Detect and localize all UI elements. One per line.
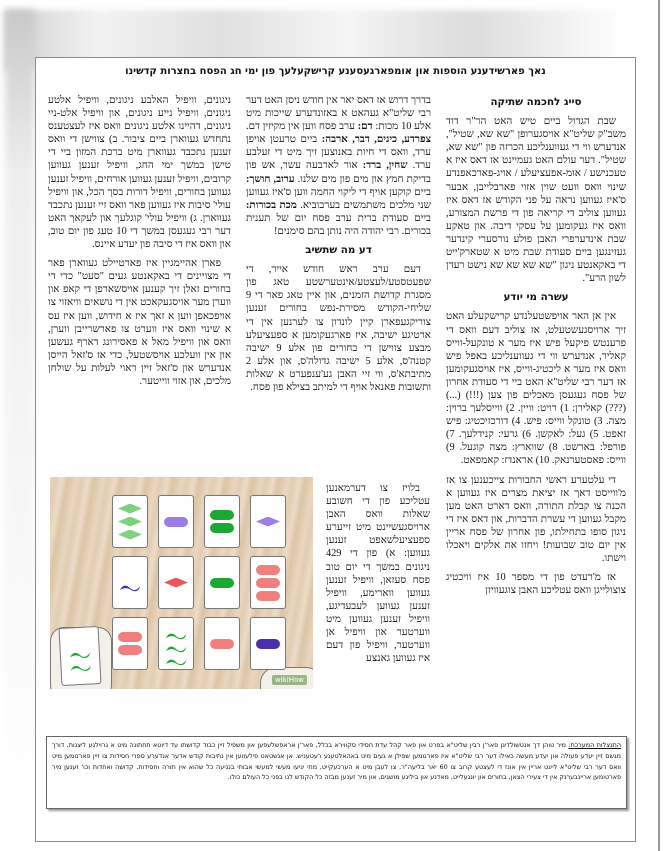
oval-shape	[210, 639, 234, 649]
bold-term: מכת בכורות:	[246, 199, 297, 211]
bold-term: צפרדע, כינים, דבר, ארבה:	[321, 134, 431, 146]
paragraph: שבת הגדול ביים טיש האט הר"ר דוד משב"ק שליט"א אויסגערופן "שא שא, שטיל", אנדערש ווי די געווענליכע הכרזה פון "שא שא, שטיל". דער עולם האט געמיינט אז דאס איז א טעכנישע / אומ-אפעציעלע / אויג-פארכאפנדע שינוי וואס וועט שוין אזוי פארבלייבן, אבער ס'איז געווען נראה על פני הקודש אז דאס איז געווען צוליב די קריאה פון די פרשת המצורע, וואס איז געקומען על עסקי דיבה. און טאקע שבת אינדערפרי האבן פולע נורסערי קינדער געזינגען ביים סעודת שבת מיט א שטארק'ייט די באקאנטע ניגון "שא שא שא שא נישט רעדן לשון הרע".	[446, 116, 626, 285]
oval-shape	[164, 517, 188, 527]
set-card	[250, 495, 286, 548]
set-card	[204, 617, 240, 670]
diamond-shape	[118, 504, 142, 514]
bold-term: ערוב, חושך:	[246, 173, 295, 185]
squiggle-shape	[68, 657, 92, 668]
viewer-edge	[658, 0, 660, 851]
text: אור לארבעה עשר, אש פון בדיקת חמץ און מים פון מים שלנו.	[246, 160, 431, 185]
diamond-shape	[118, 530, 142, 540]
paragraph: ניגונים, וויפיל האלבע ניגונים, וויפיל אלטע ניגונים, וויפיל נייע ניגונים, און וויפיל אלט-ניי ניגונים, דהיינו אלטע ניגונים וואס איז לעצטענס נתחדש געווארן ביים ציבור. ב) צווישן די וואס זענען נתכבד געווארן מיט ברכת המזון ביי די טישן במשך ימי החג, וויפיל זענען געווען קרובים, וויפיל זענען געווען אורחים, וויפיל זענען געווען בחורים, וויפיל דורות בסך הכל, און וויפיל עולי' סיבות איז געווען פאר וואס זיי זענען נתכבד געווארן. ג) וויפיל עולי' קוגלעך און לעקאך האט דער רבי געגעסן במשך די 10 טעג פון יום טוב, און וואס איז די סיבה פון יעדע איינס.	[48, 95, 231, 251]
section-heading-asara: עשרה מי יודע	[503, 291, 569, 304]
paragraph: בלויז צו דערמאנען עטליכע פון די חשובע שאלות וואס האבן ארויסגעשיינט מיט זייערע ספעציעלשאפט זענען געווען: א) פון די 429 ניגונים במשך די יום טוב פסח סעזאן, וויפיל זענען געווען ווארימע, וויפיל זענען געווען לעבעדיגע, וויפיל זענען געווען מיט ווערטער און וויפיל אן ווערטער, וויפיל פון דעם איז געווען גאנצע	[326, 483, 430, 665]
set-card	[158, 495, 194, 548]
set-card	[204, 556, 240, 609]
bold-term: שחין, ברד:	[362, 160, 408, 172]
set-card	[250, 617, 286, 670]
set-card	[250, 556, 286, 609]
diamond-shape	[164, 578, 188, 588]
section-heading-da-ma: דע מה שתשיב	[305, 244, 372, 257]
set-card	[112, 495, 148, 548]
diamond-shape	[256, 517, 280, 527]
middle-column	[246, 94, 431, 400]
text: ביים סעודת ברית ערב פסח יום של תענית בכורים. רבי יהודה היה נותן בהם סימנים!	[246, 212, 431, 237]
set-card	[158, 617, 194, 670]
diamond-shape	[118, 517, 142, 527]
oval-shape	[210, 523, 234, 533]
text: ערב פסח ווען אין מקיזין דם.	[246, 121, 358, 133]
squiggle-shape	[164, 652, 188, 662]
oval-shape	[118, 645, 142, 655]
oval-shape	[210, 510, 234, 520]
left-column	[48, 94, 231, 394]
section-heading-siyag: סייג לחכמה שתיקה	[490, 96, 582, 108]
set-card	[158, 556, 194, 609]
held-set-card	[59, 626, 102, 686]
text: ביים קוקען אויף די ליקוי החמה ווען ס'איז געווען שני מלכים משתמשים בערבוביא.	[246, 186, 431, 211]
squiggle-shape	[118, 578, 142, 588]
document-page	[35, 57, 636, 842]
oval-shape	[256, 591, 280, 601]
right-column	[446, 94, 626, 603]
set-cards-photo	[50, 477, 313, 689]
notes-label: התנצלות המערכת:	[568, 741, 621, 749]
paragraph: די עלטערע ראשי החבורות צייכענען צו אז מ'ווייסט דאך אז יציאת מצרים איז געווען א הכנה צו קבלת התורה, וואס דארט האט מען מקבל געווען די עשרת הדברות, און דאס איז די ניגון סופו בתחילתו, פון אחרון של פסח אריין אין יום טוב שבועות! ויחזו את אלקים ויאכלו וישתו.	[446, 474, 626, 565]
oval-shape	[256, 578, 280, 588]
page-shadow-left	[5, 10, 35, 830]
text: בדרך דרוש אז דאס יאר אין חודש ניסן האט דער רבי שליט"א געהאט א באזונדערע שייכות מיט אלע 10 מכות:	[246, 95, 432, 133]
oval-shape	[256, 565, 280, 575]
set-card	[112, 617, 148, 670]
squiggle-shape	[164, 626, 188, 636]
paragraph: אין אן האר אויפשטעלנדע קרישקעלע האט זיך ארויסגעשטעלט, אז צוליב דעם וואס די פרענטש פיקעל פיש איז מער א טונקעל-ווייס קאליר, אנדערש ווי די געווענליכע באפל פיש וואס איז מער א ליכטיג-ווייס, איז אויסגעקומען אז דער רבי שליט"א האט ביי די סעודת אחרון של פסח געגעסן מאכלים פון צען (!!!) (...) (???) קאלירן: 1) רויט: וויין. 2) ווייסלעך ברוין: מצה. 3) טונקל ווייס: פיש. 4) דורכזיכטיג: פיש זאפט. 5) געל: לאקשן. 6) גרעי: קנידלעך. 7) פורפל: בארשט. 8) שווארץ: מצה קוגעל. 9) ווייס: פאסטערנאק. 10) אראנדז: קאמפאט.	[446, 311, 626, 467]
page-title: נאך פארשידענע הוספות און אומפארגעסענע קרישקעלעך פון ימי חג הפסח בחצרות קדשינו	[125, 66, 546, 77]
editor-apology-box	[46, 736, 627, 809]
set-card	[204, 495, 240, 548]
set-card	[112, 556, 148, 609]
oval-shape	[256, 639, 280, 649]
squiggle-shape	[67, 644, 91, 655]
paragraph: אז מ'רעדט פון די מספר 10 איז וויכטיג צוצולייגן וואס עטליכע האבן צוגעוויזן	[446, 572, 626, 597]
oval-shape	[118, 632, 142, 642]
squiggle-shape	[164, 639, 188, 649]
bold-term: דם:	[357, 121, 373, 133]
notes-text: מיר טוהן דך אנטשולדיגן פאר'ן רבין שליט"א בפרט און פאר קהל עדת חסידי סקווירא בכלל, פאר'ן אראפשלעפען און משפיל זיין כבוד קדושתו עד דיוטא תחתונה מיט א גרוילגע ליצנות, דורך מגשם זיין יעדע פעולה און יעדע מעשה כאילו דער רבי שליט"א איז פארנומען שפילן א געים מיט באהאלטענע רעטעניש. אן אנשטאט פילעווען אין נתיבות קודש אדער אנדערע ספרי חסידות צו זיין פארנומען מיט וואס דער רבי שליט"א לייגט אריין אין אונז די לעצטע קרוב צו 60 יאר בליעה"ר, צו לעבן מיט א הערכעקייט, מתי יגיעו מעשי למעשי אבותי בנגיעה כל שהוא אין תורה וחסידות, קדושה ואחדות וכו' זענען מיר פארטומען אריינבערנק אין די צעירי הצאן, בחורים און יונגעלייט, מאדנע און ביליגע מושגים, און מיר זענען מבזה כל הקודש לנו בפני כל העולם כולו.	[52, 741, 621, 782]
watermark: wikiHow	[272, 675, 307, 685]
paragraph: דעם ערב ראש חודש אייר, די שפעטסטע/לעצטע/אינטערשטע טאג פון מסגרת קדושת הזמנים, און איין טאג פאר די 9 שליחי-הקודש מסירת-נפש בחורים זענען צוריקגעפארן קיין לונדון צו לערנען אין די ארטיגע ישיבה, איז פארגעקומען א ספעציעלע מבצע צווישן די בחורים פון אלע 9 ישיבה קטנה'ס, אלע 5 ישיבה גדולה'ס, און אלע 2 מתיבתא'ס, ווי זיי האבן גע'ענפערט א שאלות ותשובות פאנאל אויף די למיתב בצילא פון פסח.	[246, 264, 431, 393]
oval-shape	[210, 578, 234, 588]
text: ביים טרעטן אויפן ערד, וואס די חיות באנוצען זיך מיט די זעלבע ערד.	[246, 134, 431, 172]
middle-column-narrow	[326, 482, 430, 665]
paragraph-makos	[246, 94, 431, 238]
paragraph: פארן אהיימגיין איז פארטיילט געווארן פאר די מצויינים די באקאנטע געים "סעט" כדי די בחורים זאלן זיך קענען אויסשארפן די קאפ און ווערן מער אויסגעקאכט אין די נושאים וויאזוי צו אויפכאפן ווען א זאך איז א חידוש, ווען איז עס א שינוי וואס איז ווערט צו פארשרייבן ווערן, וואס און וויפיל מאל א פאסירונג דארף געשען און אין וועלכע אויסשטעל, כדי אז ס'זאל הייסן אנדערש און ס'זאל זיין ראוי לעלות על שולחן מלכים, און אזוי ווייטער.	[48, 258, 231, 387]
